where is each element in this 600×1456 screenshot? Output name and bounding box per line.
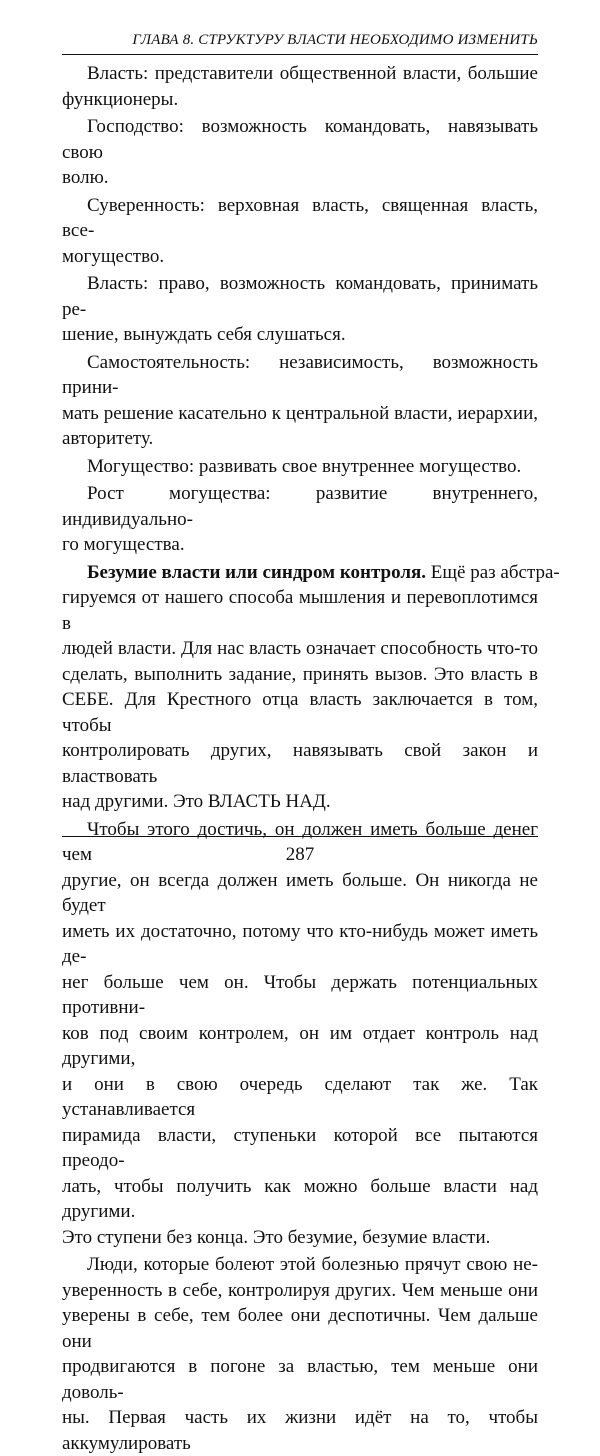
paragraph xyxy=(62,1252,538,1456)
text-line: уверены в себе, тем более они деспотичны. Чем дальше они xyxy=(62,1305,538,1352)
text-line: Чтобы этого достичь, он должен иметь больше денег чем xyxy=(62,818,538,865)
text-fragment: Ещё раз абстра- xyxy=(426,561,560,583)
text-line xyxy=(62,560,560,586)
paragraph xyxy=(62,193,538,270)
footer-rule xyxy=(62,836,538,837)
text-line: и они в свою очередь сделают так же. Так устанавливается xyxy=(62,1073,538,1120)
text-line: над другими. Это ВЛАСТЬ НАД. xyxy=(62,791,331,812)
text-line: гируемся от нашего способа мышления и перевоплотимся в xyxy=(62,587,538,634)
text-line: людей власти. Для нас власть означает способность что-то xyxy=(62,638,538,659)
text-line: нег больше чем он. Чтобы держать потенциальных противни- xyxy=(62,971,538,1018)
text-line: ков под своим контролем, он им отдает контроль над другими, xyxy=(62,1022,538,1069)
text-line: шение, вынуждать себя слушаться. xyxy=(62,324,346,345)
page-number: 287 xyxy=(285,844,315,865)
text-line: иметь их достаточно, потому что кто-нибудь может иметь де- xyxy=(62,920,538,967)
text-line: Власть: представители общественной власти, большие xyxy=(87,63,538,84)
body-text xyxy=(62,61,560,1456)
text-line: Господство: возможность командовать, навязывать свою xyxy=(62,116,538,163)
text-line: Люди, которые болеют этой болезнью прячут свою не- xyxy=(87,1254,538,1275)
running-header: ГЛАВА 8. СТРУКТУРУ ВЛАСТИ НЕОБХОДИМО ИЗМЕНИТЬ xyxy=(132,32,538,48)
text-line: пирамида власти, ступеньки которой все пытаются преодо- xyxy=(62,1124,538,1171)
text-line: Могущество: развивать свое внутреннее могущество. xyxy=(87,455,522,477)
paragraph xyxy=(62,61,538,112)
paragraph xyxy=(62,560,560,815)
text-line: уверенность в себе, контролируя других. Чем меньше они xyxy=(62,1279,538,1301)
text-line: могущество. xyxy=(62,245,165,267)
text-line: Рост могущества: развитие внутреннего, индивидуально- xyxy=(62,483,538,530)
text-line: Это ступени без конца. Это безумие, безумие власти. xyxy=(62,1226,491,1248)
text-line: авторитету. xyxy=(62,428,154,449)
text-line: волю. xyxy=(62,167,109,188)
text-line: лать, чтобы получить как можно больше власти над другими. xyxy=(62,1175,538,1222)
text-line: сделать, выполнить задание, принять вызов. Это власть в xyxy=(62,663,538,685)
paragraph xyxy=(62,481,538,558)
paragraph xyxy=(62,271,538,348)
section-heading: Безумие власти или синдром контроля. xyxy=(87,561,427,583)
paragraph xyxy=(62,350,538,452)
header-rule xyxy=(62,54,538,55)
text-line: контролировать других, навязывать свой закон и властвовать xyxy=(62,740,538,787)
text-line: Суверенность: верховная власть, священная власть, все- xyxy=(62,194,538,241)
text-line: мать решение касательно к центральной власти, иерархии, xyxy=(62,402,538,424)
paragraph xyxy=(62,817,538,1251)
text-line: ны. Первая часть их жизни идёт на то, чтобы аккумулировать xyxy=(62,1407,538,1454)
text-line: СЕБЕ. Для Крестного отца власть заключается в том, чтобы xyxy=(62,689,538,736)
text-line: Самостоятельность: независимость, возможность прини- xyxy=(62,351,538,398)
paragraph xyxy=(62,114,538,191)
paragraph xyxy=(62,454,538,480)
text-line: функционеры. xyxy=(62,88,179,110)
text-line: продвигаются в погоне за властью, тем меньше они доволь- xyxy=(62,1356,538,1403)
text-line: Власть: право, возможность командовать, принимать ре- xyxy=(62,273,538,320)
text-line: го могущества. xyxy=(62,534,185,555)
text-line: другие, он всегда должен иметь больше. Он никогда не будет xyxy=(62,869,538,916)
